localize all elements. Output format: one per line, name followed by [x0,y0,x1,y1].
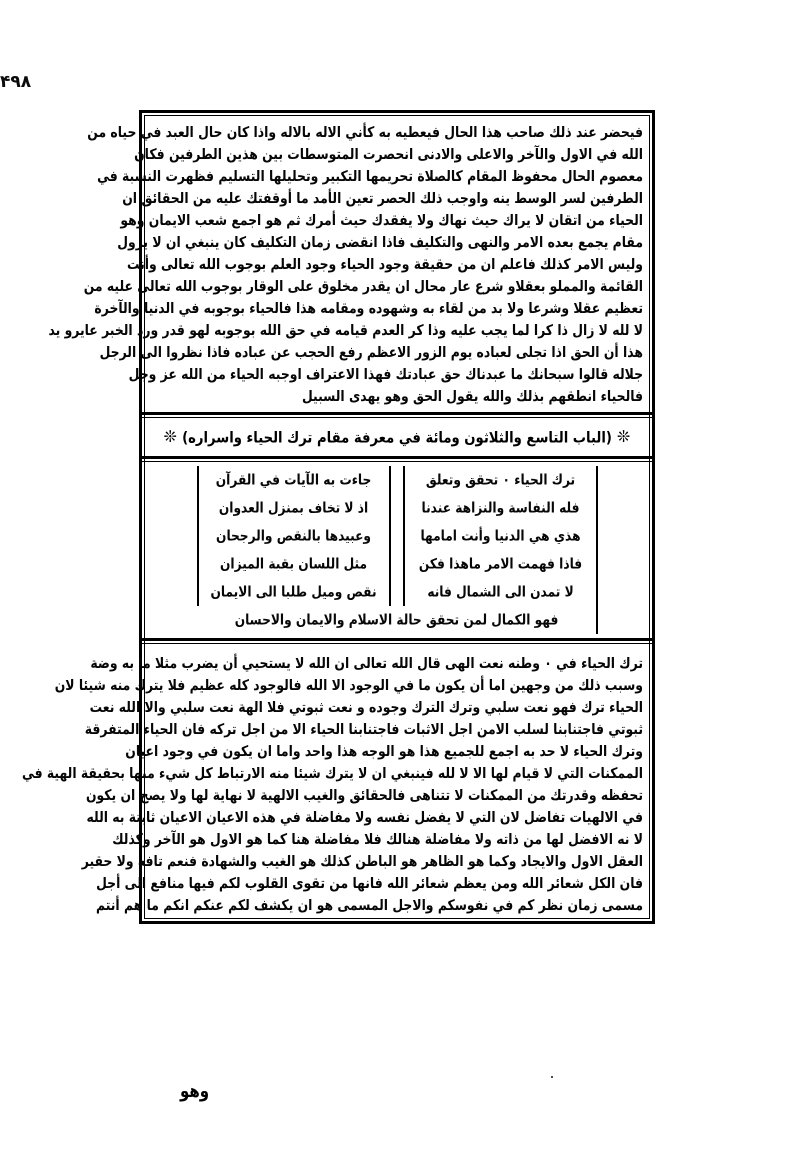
prose-line: العقل الاول والايجاد وكما هو الظاهر هو الباطن كذلك هو الغيب والشهادة فنعم تافه ولا حقير [81,851,643,870]
prose-line: وسبب ذلك من وجهين اما أن يكون ما في الوجود الا الله فالوجود كله عظيم فلا يترك منه شيئا لان [54,675,643,694]
poem-column-divider [390,466,405,494]
poem-margin-right [597,550,652,578]
poem-margin-left [142,578,198,606]
prose-line: تعظيم عقلا وشرعا ولا بد من لقاء به وشهوده ومقامه هذا فالحياء بوجوبه في الدنيا والآخرة [94,298,643,317]
poem-hemistich-right: فاذا فهمت الامر ماهذا فكن [404,550,596,578]
poem-margin-right [597,522,652,550]
poem-margin-left [142,606,198,634]
prose-line: تحفظه وقدرتك من الممكنات لا تتناهى فالحقائق والغيب الالهية لا نهاية لها ولا يصح ان يكون [85,785,643,804]
poem-hemistich-left: جاءت به الآيات في القرآن [198,466,390,494]
prose-line: الطرفين لسر الوسط ينه واوجب ذلك الحصر تعين الأمد ما أوقفتك عليه من الحقائق ان [122,188,643,207]
poem-closing-text: فهو الكمال لمن تحقق حالة الاسلام والايمان والاحسان [198,606,597,634]
chapter-heading-band [142,418,652,456]
poem-row [142,466,652,494]
prose-line: مسمى زمان نظر كم في نفوسكم والاجل المسمى هو ان يكشف لكم عنكم انكم ما هم أنتم [96,895,643,914]
poem-row [142,494,652,522]
prose-line: الممكنات التي لا قيام لها الا لا لله فينبغي ان لا يترك شيئا منه الارتباط كل شيء منها بحقيقة الهية في [21,763,643,782]
ornament-icon: ❊ [163,427,177,446]
poem-margin-right [597,578,652,606]
poem-hemistich-right: لا تمدن الى الشمال فانه [404,578,596,606]
prose-line: مقام يجمع بعده الامر والنهى والتكليف فاذا انقضى زمان التكليف كان ينبغي ان لا يزول [117,232,643,251]
poem-margin-left [142,466,198,494]
poem-row [142,522,652,550]
poem-hemistich-left: مثل اللسان بقبة الميزان [198,550,390,578]
prose-line: جلاله قالوا سبحانك ما عبدناك حق عبادتك فهذا الاعتراف اوجبه الحياء من الله عز وجل [128,364,643,383]
poem-column-divider [390,578,405,606]
prose-line: الله في الاول والآخر والاعلى والادنى انحصرت المتوسطات بين هذين الطرفين فكان [134,144,643,163]
poem-hemistich-left: اذ لا تخاف بمنزل العدوان [198,494,390,522]
poem-hemistich-left: وعبيدها بالنقص والرجحان [198,522,390,550]
prose-line: لا نه الافضل لها من ذاته ولا مفاضلة هنالك فلا مفاضلة هنا كما هو الاول هو الآخر وكذلك [112,829,643,848]
top-prose-block [48,113,652,412]
prose-line: فيحضر عند ذلك صاحب هذا الحال فيعطيه به كأني الاله بالاله واذا كان حال العبد في حياه من [87,122,643,141]
folio-number: ۴۹۸ [0,72,32,92]
poem-hemistich-right: هذي هي الدنيا وأنت امامها [404,522,596,550]
poem-margin-right [597,494,652,522]
poem-margin-right [597,466,652,494]
prose-line: القائمة والمملو بعقلاو شرع عار محال ان يقدر مخلوق على الوقار بوجوب الله تعالى عليه من [83,276,643,295]
bottom-prose-block [21,644,652,921]
poem-row [142,550,652,578]
prose-line: فالحياء انطقهم بذلك والله يقول الحق وهو يهدى السبيل [301,386,643,405]
poem-table-block [142,462,652,638]
poem-margin-left [142,550,198,578]
prose-line: الحياء من اتقان لا يراك حيث نهاك ولا يفقدك حيث أمرك ثم هو اجمع شعب الايمان وهو [120,210,643,229]
poem-margin-right [597,606,652,634]
poem-column-divider [390,494,405,522]
poem-margin-left [142,494,198,522]
poem-hemistich-right: ترك الحياء ۰ تحقق وتعلق [404,466,596,494]
ornament-icon: ❊ [617,427,631,446]
prose-line: الحياء ترك فهو نعت سلبي وترك الترك وجوده و نعت ثبوتي فلا الهة نعت سلبي والا الله نعت [89,697,643,716]
poem-table [142,466,652,634]
poem-column-divider [390,522,405,550]
chapter-heading-text: (الباب التاسع والثلاثون ومائة في معرفة مقام ترك الحياء واسراره) [182,429,612,448]
poem-hemistich-left: نقص وميل طلبا الى الايمان [198,578,390,606]
prose-line: وليس الامر كذلك فاعلم ان من حقيقة وجود الحياء وجود العلم بوجوب الله تعالى وأنت [126,254,643,273]
prose-line: وترك الحياء لا حد به اجمع للجميع هذا هو الوجه هذا واحد واما ان يكون في وجود اعيان [125,741,643,760]
prose-line: معصوم الحال محفوظ المقام كالصلاة تحريمها التكبير وتحليلها التسليم فظهرت النسبة في [97,166,643,185]
text-frame [21,110,655,924]
poem-column-divider [390,550,405,578]
prose-line: في الالهيات تفاضل لان التي لا يفضل نفسه ولا مفاضلة في هذه الاعيان الاعيان ثابتة به الله [86,807,643,826]
poem-hemistich-right: فله النفاسة والنزاهة عندنا [404,494,596,522]
prose-line: ترك الحياء في ۰ وطنه نعت الهى قال الله تعالى ان الله لا يستحيي أن يضرب مثلا ما به وضة [90,653,643,672]
poem-margin-left [142,522,198,550]
catchword: وهو [180,1080,210,1102]
poem-row [142,578,652,606]
prose-line: لا لله لا زال ذا كرا لما يجب عليه وذا كر العدم قيامه في حق الله بوجوبه لهو قدر ورد الخبر عايرو يد [48,320,643,339]
poem-closing-row [142,606,652,634]
prose-line: فان الكل شعائر الله ومن يعظم شعائر الله فانها من تقوى القلوب لكم فيها منافع الى أجل [96,873,643,892]
prose-line: هذا أن الحق اذا تجلى لعباده يوم الزور الاعظم رفع الحجب عن عباده فاذا نظروا الى الرجل [99,342,643,361]
ink-speck [551,1076,553,1078]
prose-line: ثبوتي فاجتنابنا لسلب الامن اجل الاثبات فاجتنابنا الحياء الا من اجل تركه فان الحياء المتفرقة [84,719,643,738]
